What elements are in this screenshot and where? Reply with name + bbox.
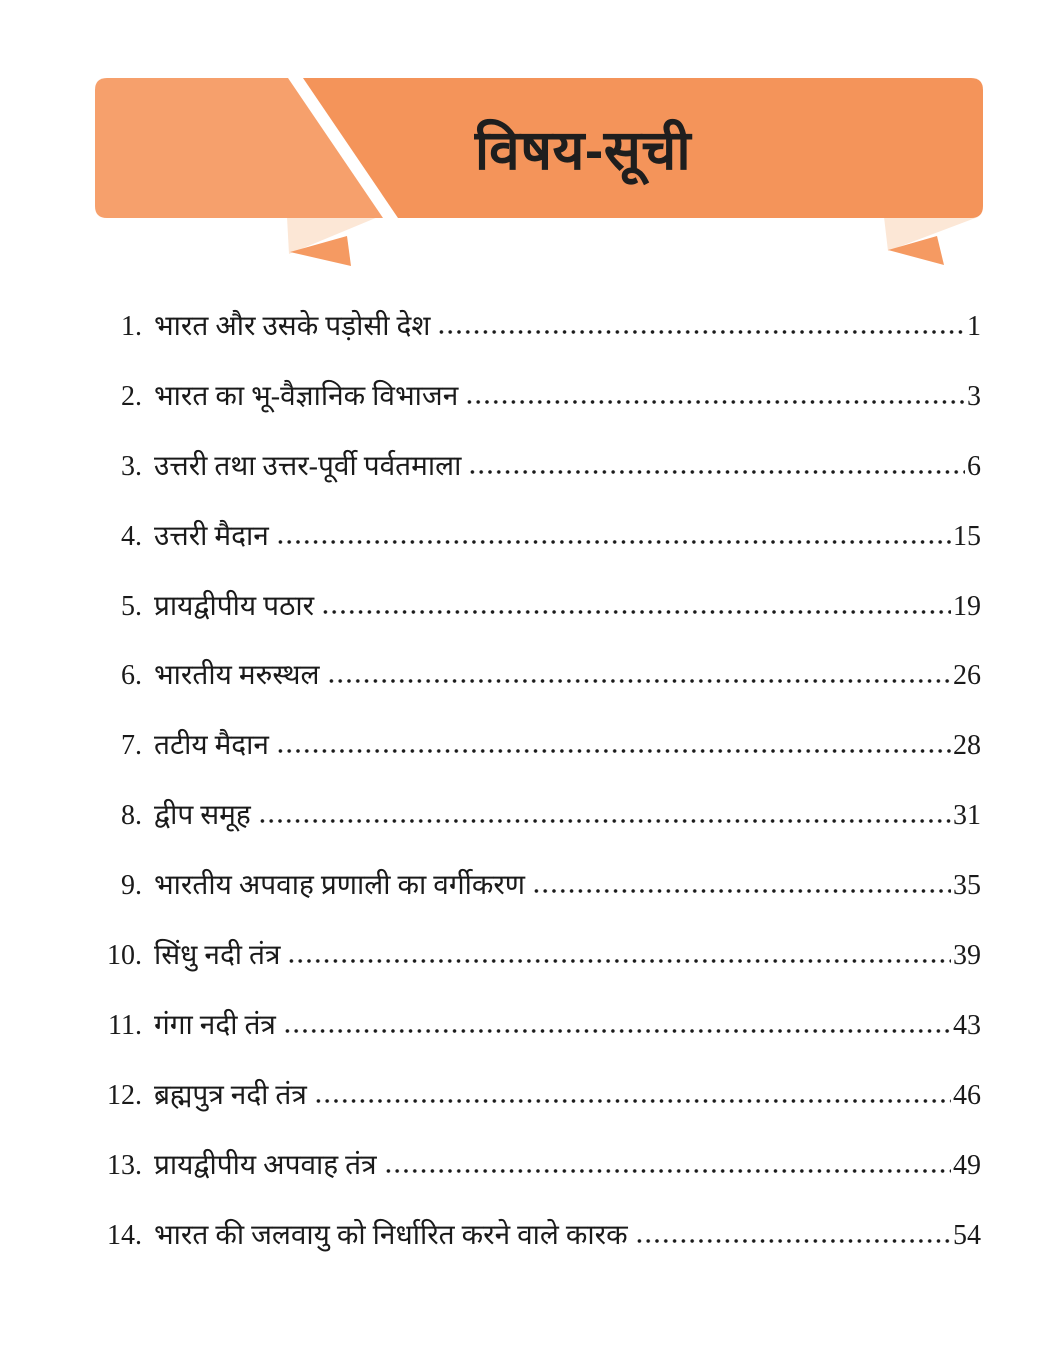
dot-leader (276, 748, 951, 754)
item-number: 11. (108, 1009, 142, 1041)
toc-row (104, 1201, 981, 1271)
item-page: 26 (953, 660, 981, 692)
item-page: 15 (953, 520, 981, 552)
item-page: 43 (953, 1009, 981, 1041)
toc-list (104, 292, 981, 1270)
item-page: 6 (967, 450, 981, 482)
toc-row (104, 292, 981, 362)
toc-row (104, 991, 981, 1061)
item-number: 6. (121, 660, 142, 692)
item-title: भारत और उसके पड़ोसी देश (154, 311, 431, 342)
dot-leader (287, 958, 951, 964)
toc-row (104, 851, 981, 921)
toc-row (104, 921, 981, 991)
item-number: 7. (121, 730, 142, 762)
toc-row (104, 1131, 981, 1201)
item-page: 46 (953, 1079, 981, 1111)
item-title: प्रायद्वीपीय पठार (154, 590, 315, 622)
item-number: 8. (121, 800, 142, 832)
item-page: 1 (967, 311, 981, 342)
item-number: 5. (121, 590, 142, 622)
item-title: भारत का भू-वैज्ञानिक विभाजन (154, 380, 459, 412)
item-title: तटीय मैदान (154, 730, 269, 762)
item-number: 2. (121, 380, 142, 412)
toc-row (104, 1061, 981, 1131)
item-title: उत्तरी मैदान (154, 520, 269, 552)
item-page: 39 (953, 940, 981, 972)
toc-row (104, 432, 981, 502)
item-page: 19 (953, 590, 981, 622)
toc-row (104, 572, 981, 642)
dot-leader (283, 1028, 951, 1034)
item-number: 14. (107, 1219, 142, 1251)
toc-row (104, 781, 981, 851)
item-number: 1. (121, 311, 142, 342)
item-title: भारतीय मरुस्थल (154, 660, 320, 692)
dot-leader (321, 609, 951, 615)
dot-leader (465, 399, 965, 405)
dot-leader (635, 1238, 951, 1244)
item-number: 3. (121, 450, 142, 482)
dot-leader (468, 469, 965, 475)
toc-row (104, 711, 981, 781)
item-number: 12. (107, 1079, 142, 1111)
item-title: उत्तरी तथा उत्तर-पूर्वी पर्वतमाला (154, 450, 462, 482)
dot-leader (532, 888, 951, 894)
page-title: विषय-सूची (474, 118, 692, 181)
dot-leader (327, 678, 951, 684)
item-page: 54 (953, 1219, 981, 1251)
toc-row (104, 362, 981, 432)
dot-leader (314, 1098, 951, 1104)
item-title: गंगा नदी तंत्र (154, 1009, 276, 1041)
item-page: 35 (953, 870, 981, 902)
toc-row (104, 502, 981, 572)
item-number: 4. (121, 520, 142, 552)
dot-leader (258, 818, 951, 824)
dot-leader (276, 539, 951, 545)
dot-leader (384, 1168, 951, 1174)
item-title: प्रायद्वीपीय अपवाह तंत्र (154, 1149, 377, 1181)
item-number: 9. (121, 870, 142, 902)
item-title: भारतीय अपवाह प्रणाली का वर्गीकरण (154, 870, 526, 902)
item-number: 10. (107, 940, 142, 972)
item-title: ब्रह्मपुत्र नदी तंत्र (154, 1079, 307, 1111)
item-page: 31 (953, 800, 981, 832)
dot-leader (437, 329, 965, 335)
item-title: भारत की जलवायु को निर्धारित करने वाले कारक (154, 1219, 628, 1251)
item-title: द्वीप समूह (154, 800, 251, 832)
toc-row (104, 641, 981, 711)
item-page: 28 (953, 730, 981, 762)
item-number: 13. (107, 1149, 142, 1181)
item-title: सिंधु नदी तंत्र (154, 940, 281, 972)
item-page: 49 (953, 1149, 981, 1181)
item-page: 3 (967, 380, 981, 412)
